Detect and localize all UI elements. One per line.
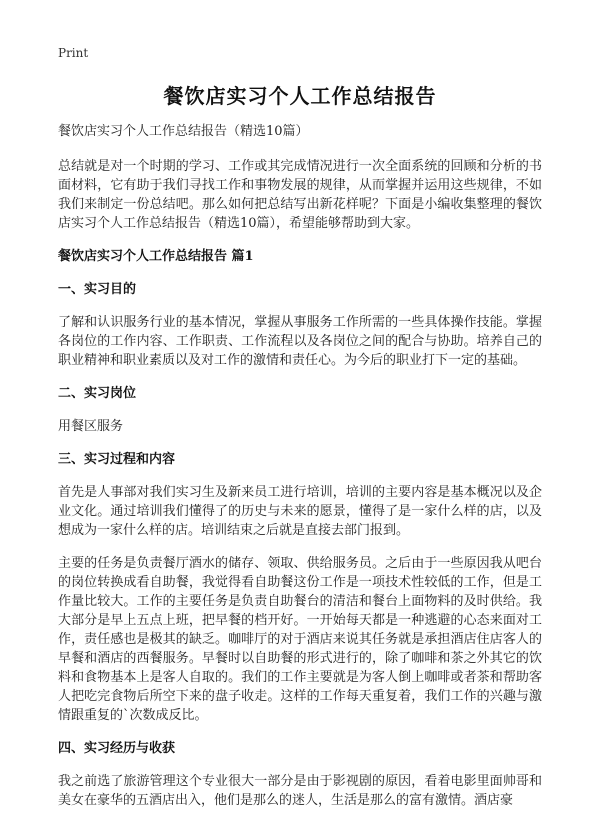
intro-paragraph: 总结就是对一个时期的学习、工作或其完成情况进行一次全面系统的回顾和分析的书面材料，它有助于我们寻找工作和事物发展的规律，从而掌握并运用这些规律，不如我们来制定一份总结吧。那么如何把总结写出新花样呢？下面是小编收集整理的餐饮店实习个人工作总结报告（精选10篇），希望能够帮助到大家。: [58, 159, 542, 231]
document-body: [58, 122, 542, 824]
section-heading-position: 二、实习岗位: [58, 386, 137, 401]
section-paragraph: 我之前选了旅游管理这个专业很大一部分是由于影视剧的原因，看着电影里面帅哥和美女在豪华的五酒店出入，他们是那么的迷人，生活是那么的富有激情。酒店豪: [58, 774, 542, 808]
article-heading: 餐饮店实习个人工作总结报告 篇1: [58, 249, 254, 264]
section-heading-experience: 四、实习经历与收获: [58, 741, 176, 756]
section-paragraph: 了解和认识服务行业的基本情况，掌握从事服务工作所需的一些具体操作技能。掌握各岗位的工作内容、工作职责、工作流程以及各岗位之间的配合与协助。培养自己的职业精神和职业素质以及对工作的激情和责任心。为今后的职业打下一定的基础。: [58, 315, 542, 368]
section-paragraph: 首先是人事部对我们实习生及新来员工进行培训，培训的主要内容是基本概况以及企业文化。通过培训我们懂得了的历史与未来的愿景，懂得了是一家什么样的店，以及想成为一家什么样的店。培训结束之后就是直接去部门报到。: [58, 485, 542, 538]
section-heading-purpose: 一、实习目的: [58, 282, 137, 297]
print-link[interactable]: Print: [58, 46, 89, 60]
section-paragraph: 主要的任务是负责餐厅酒水的储存、领取、供给服务员。之后由于一些原因我从吧台的岗位转换成看自助餐，我觉得看自助餐这份工作是一项技术性较低的工作，但是工作量比较大。工作的主要任务是负责自助餐台的清洁和餐台上面物料的及时供给。我大部分是早上五点上班，把早餐的档开好。一开始每天都是一种逃避的心态来面对工作，责任感也是极其的缺乏。咖啡厅的对于酒店来说其任务就是承担酒店住店客人的早餐和酒店的西餐服务。早餐时以自助餐的形式进行的，除了咖啡和茶之外其它的饮料和食物基本上是客人自取的。我们的工作主要就是为客人倒上咖啡或者茶和帮助客人把吃完食物后所空下来的盘子收走。这样的工作每天重复着，我们工作的兴趣与激情跟重复的`次数成反比。: [58, 556, 542, 723]
section-heading-process: 三、实习过程和内容: [58, 452, 176, 467]
document-subtitle: 餐饮店实习个人工作总结报告（精选10篇）: [58, 124, 309, 139]
document-title: 餐饮店实习个人工作总结报告: [163, 84, 437, 108]
section-paragraph: 用餐区服务: [58, 419, 124, 434]
